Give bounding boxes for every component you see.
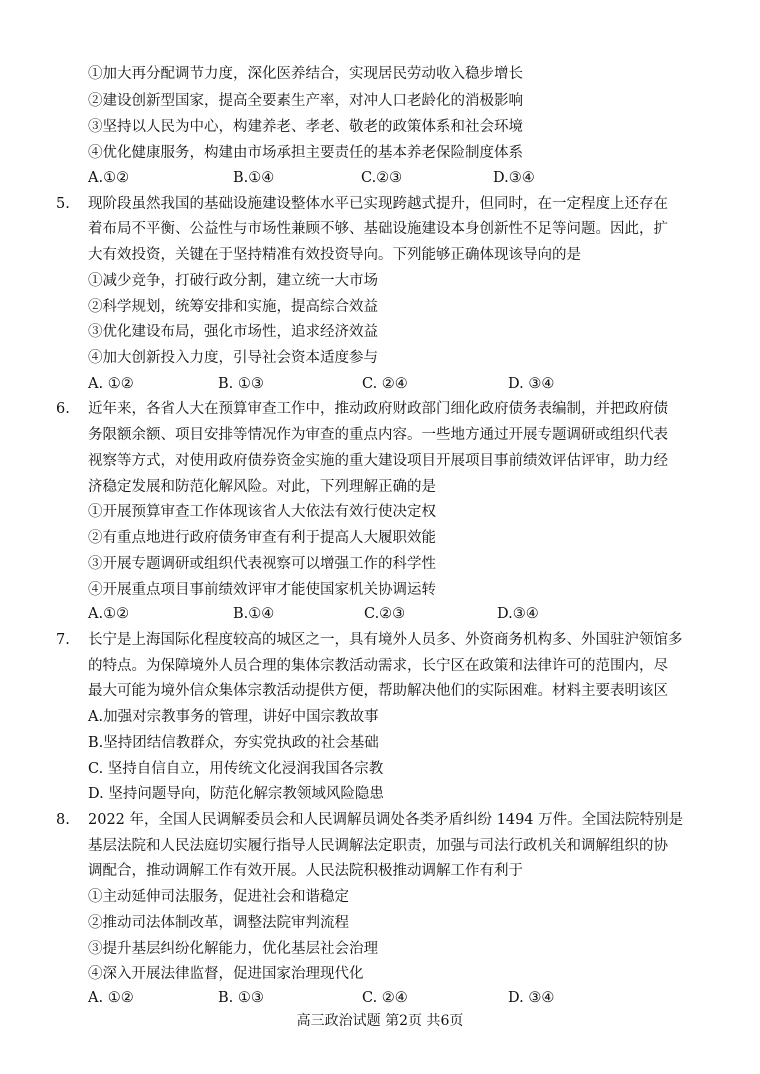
- q7-number: 7.: [56, 632, 70, 648]
- q5-stem-1: 现阶段虽然我国的基础设施建设整体水平已实现跨越式提升，但同时，在一定程度上还存在: [88, 196, 668, 212]
- q7-stem-1: 长宁是上海国际化程度较高的城区之一，具有境外人员多、外资商务机构多、外国驻沪领馆多: [88, 632, 683, 648]
- q6-option-b: B.①④: [233, 606, 275, 622]
- q5-number: 5.: [56, 196, 70, 212]
- q5-statement-2: ②科学规划，统筹安排和实施，提高综合效益: [88, 299, 378, 315]
- q8-stem-3: 调配合，推动调解工作有效开展。人民法院积极推动调解工作有利于: [88, 863, 523, 879]
- q8-stem-1: 2022 年，全国人民调解委员会和人民调解员调处各类矛盾纠纷 1494 万件。全国法院特别是: [88, 812, 684, 828]
- q8-statement-2: ②推动司法体制改革，调整法院审判流程: [88, 915, 349, 931]
- q5-option-b: B. ①③: [218, 376, 264, 392]
- q6-statement-1: ①开展预算审查工作体现该省人大依法有效行使决定权: [88, 504, 436, 520]
- q6-statement-3: ③开展专题调研或组织代表视察可以增强工作的科学性: [88, 556, 436, 572]
- q8-option-a: A. ①②: [88, 990, 134, 1006]
- q7-choice-a: A.加强对宗教事务的管理，讲好中国宗教故事: [88, 709, 379, 725]
- q6-statement-2: ②有重点地进行政府债务审查有利于提高人大履职效能: [88, 530, 436, 546]
- q6-stem-2: 务限额余额、项目安排等情况作为审查的重点内容。一些地方通过开展专题调研或组织代表: [88, 427, 668, 443]
- q4-option-d: D.③④: [493, 170, 535, 186]
- q8-stem-2: 基层法院和人民法庭切实履行指导人民调解法定职责，加强与司法行政机关和调解组织的协: [88, 838, 668, 854]
- q6-stem-1: 近年来，各省人大在预算审查工作中，推动政府财政部门细化政府债务表编制，并把政府债: [88, 401, 668, 417]
- q4-statement-4: ④优化健康服务，构建由市场承担主要责任的基本养老保险制度体系: [88, 145, 523, 161]
- q7-stem-3: 最大可能为境外信众集体宗教活动提供方便，帮助解决他们的实际困难。材料主要表明该区: [88, 683, 668, 699]
- q6-number: 6.: [56, 401, 70, 417]
- q6-option-a: A.①②: [88, 606, 130, 622]
- q7-choice-c: C. 坚持自信自立，用传统文化浸润我国各宗教: [88, 761, 384, 777]
- q7-stem-2: 的特点。为保障境外人员合理的集体宗教活动需求，长宁区在政策和法律许可的范围内，尽: [88, 658, 668, 674]
- q5-statement-1: ①减少竞争，打破行政分割，建立统一大市场: [88, 273, 378, 289]
- q6-stem-3: 视察等方式，对使用政府债券资金实施的重大建设项目开展项目事前绩效评估评审，助力经: [88, 453, 668, 469]
- q8-number: 8.: [56, 812, 70, 828]
- q6-option-c: C.②③: [364, 606, 406, 622]
- q6-statement-4: ④开展重点项目事前绩效评审才能使国家机关协调运转: [88, 582, 436, 598]
- q4-option-a: A.①②: [88, 170, 130, 186]
- q5-stem-2: 着布局不平衡、公益性与市场性兼顾不够、基础设施建设本身创新性不足等问题。因此，扩: [88, 221, 668, 237]
- q7-choice-b: B.坚持团结信教群众，夯实党执政的社会基础: [88, 735, 379, 751]
- q4-statement-1: ①加大再分配调节力度，深化医养结合，实现居民劳动收入稳步增长: [88, 66, 523, 82]
- q5-option-a: A. ①②: [88, 376, 134, 392]
- q4-statement-2: ②建设创新型国家，提高全要素生产率，对冲人口老龄化的消极影响: [88, 93, 523, 109]
- q5-statement-3: ③优化建设布局，强化市场性，追求经济效益: [88, 324, 378, 340]
- q8-option-d: D. ③④: [508, 990, 555, 1006]
- q4-statement-3: ③坚持以人民为中心，构建养老、孝老、敬老的政策体系和社会环境: [88, 119, 523, 135]
- q8-statement-4: ④深入开展法律监督，促进国家治理现代化: [88, 966, 364, 982]
- q4-option-c: C.②③: [361, 170, 403, 186]
- q8-option-c: C. ②④: [362, 990, 408, 1006]
- q5-stem-3: 大有效投资，关键在于坚持精准有效投资导向。下列能够正确体现该导向的是: [88, 247, 581, 263]
- q6-option-d: D.③④: [497, 606, 539, 622]
- q5-option-c: C. ②④: [362, 376, 408, 392]
- q8-statement-3: ③提升基层纠纷化解能力，优化基层社会治理: [88, 941, 378, 957]
- q5-option-d: D. ③④: [508, 376, 555, 392]
- q5-statement-4: ④加大创新投入力度，引导社会资本适度参与: [88, 350, 378, 366]
- q4-option-b: B.①④: [233, 170, 275, 186]
- q8-option-b: B. ①③: [218, 990, 264, 1006]
- page-footer: 高三政治试题 第2页 共6页: [296, 1013, 464, 1029]
- q7-choice-d: D. 坚持问题导向，防范化解宗教领域风险隐患: [88, 786, 384, 802]
- q6-stem-4: 济稳定发展和防范化解风险。对此，下列理解正确的是: [88, 479, 436, 495]
- q8-statement-1: ①主动延伸司法服务，促进社会和谐稳定: [88, 889, 349, 905]
